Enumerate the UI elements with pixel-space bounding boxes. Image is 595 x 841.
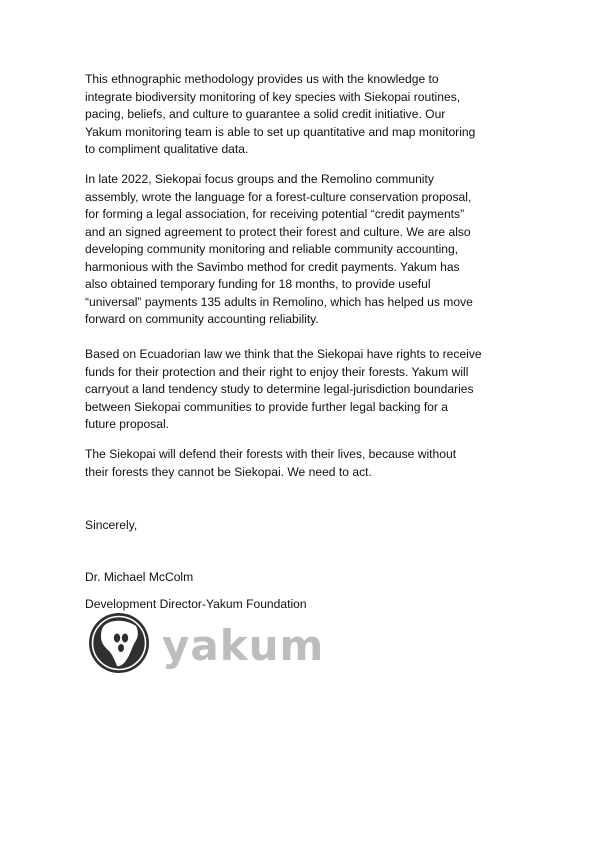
paragraph-call-to-action: The Siekopai will defend their forests with their lives, because without their forests they cannot be Siekopai. We need to act. bbox=[85, 447, 457, 479]
paragraph-methodology: This ethnographic methodology provides us with the knowledge to integrate biodiversity monitoring of key species with Siekopai routines, pacing, beliefs, and culture to guarantee a solid credit initiative. Our Yakum monitoring team is able to set up quantitative and map monitoring to compliment qualitative data. bbox=[85, 72, 476, 156]
paragraph-ecuadorian-law: Based on Ecuadorian law we think that the Siekopai have rights to receive funds for their protection and their right to enjoy their forests. Yakum will carryout a land tendency study to determine legal-jurisdiction boundaries between Siekopai communities to provide further legal backing for a future proposal. bbox=[85, 347, 482, 431]
yakum-logo bbox=[84, 612, 324, 674]
closing-salutation: Sincerely, bbox=[85, 518, 138, 532]
logo-wordmark: yakum bbox=[162, 621, 324, 670]
africa-face-logo-icon bbox=[89, 613, 149, 673]
signer-title: Development Director-Yakum Foundation bbox=[85, 597, 307, 611]
signer-name: Dr. Michael McColm bbox=[85, 570, 194, 584]
paragraph-focus-groups: In late 2022, Siekopai focus groups and the Remolino community assembly, wrote the language for a forest-culture conservation proposal, for forming a legal association, for receiving potential “credit payments” and an signed agreement to protect their forest and culture. We are also developing community monitoring and reliable community accounting, harmonious with the Savimbo method for credit payments. Yakum has also obtained temporary funding for 18 months, to provide useful “universal” payments 135 adults in Remolino, which has helped us move forward on community accounting reliability. bbox=[85, 172, 473, 326]
